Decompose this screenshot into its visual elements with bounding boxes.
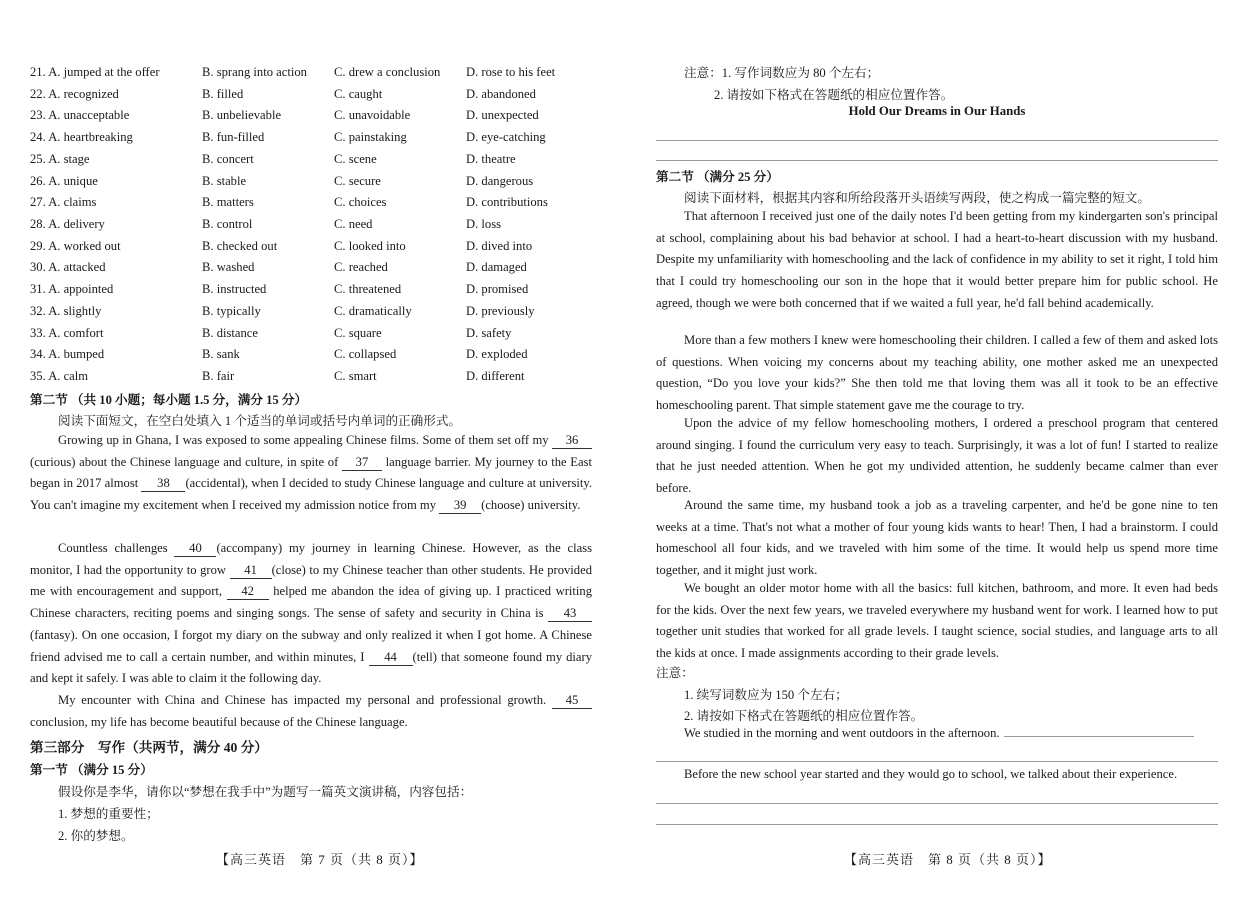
- option-d[interactable]: D. contributions: [466, 195, 548, 210]
- blank-38[interactable]: 38: [141, 475, 185, 492]
- option-c[interactable]: C. need: [334, 217, 373, 232]
- page-footer-7: 【高三英语 第 7 页（共 8 页）】: [216, 852, 424, 867]
- page-footer-8: 【高三英语 第 8 页（共 8 页）】: [844, 852, 1052, 867]
- continuation-note-1: 1. 续写词数应为 150 个左右；: [684, 688, 848, 702]
- option-row: [30, 344, 590, 366]
- option-d[interactable]: D. promised: [466, 282, 529, 297]
- blank-44[interactable]: 44: [369, 649, 413, 666]
- option-row: [30, 236, 590, 258]
- option-d[interactable]: D. loss: [466, 217, 501, 232]
- option-row: [30, 301, 590, 323]
- story-paragraph-5: We bought an older motor home with all the basics: full kitchen, bathroom, and more. It even had beds for the kids. Over the next few years, we traveled everywhere my husband went for work. I learned how to put together unit studies that worked for all grade levels. I taught science, social studies, and language arts to all the kids at once. I made assignments according to their grade levels.: [656, 581, 1218, 661]
- cloze-paragraph-1: Growing up in Ghana, I was exposed to some appealing Chinese films. Some of them set off my 36(curious) about the Chinese language and culture, in spite of 37 language barrier. My journey to the East began in 2017 almost 38 (accidental), when I decided to study Chinese language and culture at university. You can't imagine my excitement when I received my admission notice from my 39 (choose) university.: [30, 433, 593, 513]
- option-b[interactable]: B. concert: [202, 151, 254, 166]
- option-c[interactable]: C. square: [334, 325, 382, 340]
- option-b[interactable]: B. fair: [202, 369, 235, 384]
- option-d[interactable]: D. previously: [466, 303, 535, 318]
- answer-line: [656, 803, 1218, 804]
- essay-title: Hold Our Dreams in Our Hands: [848, 104, 1026, 118]
- option-a[interactable]: 23. A. unacceptable: [30, 108, 130, 123]
- option-c[interactable]: C. drew a conclusion: [334, 65, 441, 79]
- blank-36[interactable]: 36: [552, 432, 592, 449]
- paragraph-start-1: We studied in the morning and went outdoors in the afternoon.: [684, 726, 1194, 741]
- option-row: [30, 105, 590, 127]
- option-row: [30, 257, 590, 279]
- option-a[interactable]: 22. A. recognized: [30, 86, 119, 101]
- option-c[interactable]: C. scene: [334, 151, 377, 166]
- story-paragraph-3: Upon the advice of my fellow homeschooling mothers, I ordered a preschool program that centered around singing. I found the curriculum very easy to teach. Surprisingly, it was a lot of fun! I started to realize that he just needed attention. When he got my undivided attention, he suddenly became calmer than ever before.: [656, 416, 1218, 496]
- writing-note-2: 2. 请按如下格式在答题纸的相应位置作答。: [714, 88, 954, 102]
- option-b[interactable]: B. sank: [202, 347, 240, 362]
- option-b[interactable]: B. instructed: [202, 282, 267, 297]
- option-c[interactable]: C. choices: [334, 195, 387, 210]
- blank-37[interactable]: 37: [342, 454, 382, 471]
- option-a[interactable]: 29. A. worked out: [30, 238, 121, 253]
- part3-section1-heading: 第一节 （满分 15 分）: [30, 763, 153, 777]
- answer-line: [656, 824, 1218, 825]
- option-row: [30, 214, 590, 236]
- option-b[interactable]: B. control: [202, 217, 253, 232]
- option-c[interactable]: C. unavoidable: [334, 108, 411, 123]
- option-d[interactable]: D. damaged: [466, 260, 527, 275]
- option-b[interactable]: B. distance: [202, 325, 258, 340]
- option-c[interactable]: C. dramatically: [334, 303, 412, 318]
- option-c[interactable]: C. painstaking: [334, 130, 407, 145]
- option-b[interactable]: B. matters: [202, 195, 254, 210]
- section2-instruction: 阅读下面短文，在空白处填入 1 个适当的单词或括号内单词的正确形式。: [58, 414, 461, 428]
- option-d[interactable]: D. dangerous: [466, 173, 534, 188]
- answer-line: [656, 761, 1218, 762]
- content-item-1: 1. 梦想的重要性；: [58, 807, 159, 821]
- right-page: [656, 0, 1218, 900]
- option-c[interactable]: C. threatened: [334, 282, 402, 297]
- continuation-note-2: 2. 请按如下格式在答题纸的相应位置作答。: [684, 709, 924, 723]
- option-a[interactable]: 25. A. stage: [30, 151, 90, 166]
- answer-line: [656, 160, 1218, 161]
- option-a[interactable]: 28. A. delivery: [30, 217, 105, 232]
- right-section2-instruction: 阅读下面材料，根据其内容和所给段落开头语续写两段，使之构成一篇完整的短文。: [684, 191, 1150, 205]
- option-b[interactable]: B. checked out: [202, 238, 278, 253]
- option-a[interactable]: 31. A. appointed: [30, 282, 114, 297]
- option-row: [30, 366, 590, 388]
- option-row: [30, 279, 590, 301]
- option-c[interactable]: C. secure: [334, 173, 381, 188]
- blank-41[interactable]: 41: [230, 562, 272, 579]
- option-c[interactable]: C. looked into: [334, 238, 406, 253]
- option-b[interactable]: B. unbelievable: [202, 108, 282, 123]
- blank-40[interactable]: 40: [174, 540, 216, 557]
- option-row: [30, 84, 590, 106]
- option-d[interactable]: D. theatre: [466, 151, 516, 166]
- right-section2-heading: 第二节 （满分 25 分）: [656, 170, 779, 184]
- option-d[interactable]: D. abandoned: [466, 86, 536, 101]
- option-row: [30, 62, 590, 84]
- answer-line: [656, 140, 1218, 141]
- option-c[interactable]: C. caught: [334, 86, 383, 101]
- part3-instruction: 假设你是李华，请你以“梦想在我手中”为题写一篇英文演讲稿，内容包括：: [58, 785, 473, 799]
- story-paragraph-2: More than a few mothers I knew were homeschooling their children. I called a few of them and asked lots of questions. When voicing my concerns about my teaching ability, one mother asked me an unexpected question, “Do you love your kids?” She then told me that loving them was all it took to be an effective homeschooling parent. That simple statement gave me the courage to try.: [656, 333, 1218, 413]
- option-row: [30, 149, 590, 171]
- option-b[interactable]: B. filled: [202, 86, 244, 101]
- part3-heading: 第三部分 写作（共两节，满分 40 分）: [30, 740, 268, 755]
- option-b[interactable]: B. sprang into action: [202, 65, 307, 79]
- option-a[interactable]: 27. A. claims: [30, 195, 97, 210]
- option-d[interactable]: D. safety: [466, 325, 512, 340]
- option-c[interactable]: C. collapsed: [334, 347, 397, 362]
- option-a[interactable]: 32. A. slightly: [30, 303, 102, 318]
- blank-43[interactable]: 43: [548, 605, 592, 622]
- answer-line: [1004, 736, 1194, 737]
- option-a[interactable]: 21. A. jumped at the offer: [30, 65, 160, 79]
- section2-heading: 第二节 （共 10 小题；每小题 1.5 分，满分 15 分）: [30, 393, 308, 407]
- option-a[interactable]: 24. A. heartbreaking: [30, 130, 133, 145]
- option-d[interactable]: D. rose to his feet: [466, 65, 556, 79]
- option-b[interactable]: B. typically: [202, 303, 261, 318]
- option-a[interactable]: 35. A. calm: [30, 369, 89, 384]
- option-a[interactable]: 30. A. attacked: [30, 260, 106, 275]
- option-d[interactable]: D. dived into: [466, 238, 533, 253]
- paragraph-start-2: Before the new school year started and they would go to school, we talked about their experience.: [684, 767, 1178, 781]
- option-d[interactable]: D. unexpected: [466, 108, 539, 123]
- option-row: [30, 171, 590, 193]
- option-d[interactable]: D. eye-catching: [466, 130, 546, 145]
- option-a[interactable]: 34. A. bumped: [30, 347, 105, 362]
- option-row: [30, 192, 590, 214]
- writing-note-1: 注意：1. 写作词数应为 80 个左右；: [684, 66, 880, 80]
- blank-45[interactable]: 45: [552, 692, 592, 709]
- continuation-note-label: 注意：: [656, 666, 694, 680]
- cloze-paragraph-2: Countless challenges 40 (accompany) my journey in learning Chinese. However, as the class monitor, I had the opportunity to grow 41 (close) to my Chinese teacher than other students. He provided me with encouragement and support, 42 helped me abandon the idea of giving up. I practiced writing Chinese characters, reciting poems and singing songs. The sense of safety and security in China is 43(fantasy). On one occasion, I forgot my diary on the subway and only realized it when I got home. A Chinese friend advised me to call a certain number, and within minutes, I 44 (tell) that someone found my diary and kept it safely. I was able to claim it the following day.: [30, 541, 593, 686]
- blank-42[interactable]: 42: [227, 583, 269, 600]
- blank-39[interactable]: 39: [439, 497, 481, 514]
- option-a[interactable]: 33. A. comfort: [30, 325, 104, 340]
- content-item-2: 2. 你的梦想。: [58, 829, 134, 843]
- option-a[interactable]: 26. A. unique: [30, 173, 98, 188]
- option-row: [30, 323, 590, 345]
- option-c[interactable]: C. reached: [334, 260, 388, 275]
- option-d[interactable]: D. different: [466, 369, 525, 384]
- option-d[interactable]: D. exploded: [466, 347, 528, 362]
- left-page: [30, 0, 592, 900]
- cloze-paragraph-3: My encounter with China and Chinese has impacted my personal and professional growth. 45 conclusion, my life has become beautiful because of the Chinese language.: [30, 690, 592, 733]
- option-b[interactable]: B. fun-filled: [202, 130, 265, 145]
- option-b[interactable]: B. washed: [202, 260, 255, 275]
- story-paragraph-4: Around the same time, my husband took a job as a traveling carpenter, and he'd be gone nine to ten weeks at a time. That's not what a mother of four young kids wants to hear! Then, I had a brainstorm. I could homeschool all four kids, and we traveled with him some of the time. It would help us spend more time together, and it might just work.: [656, 498, 1218, 578]
- option-b[interactable]: B. stable: [202, 173, 247, 188]
- option-row: [30, 127, 590, 149]
- option-c[interactable]: C. smart: [334, 369, 377, 384]
- story-paragraph-1: That afternoon I received just one of the daily notes I'd been getting from my kindergarten son's principal at school, complaining about his bad behavior at school. I had a heart-to-heart discussion with my husband. Despite my unfamiliarity with homeschooling and the lack of confidence in my ability to set it right, I told him that I could try homeschooling our son in the hope that it would better prepare him for public school. He agreed, though we were both concerned that if we waited a full year, he'd fall behind academically.: [656, 209, 1218, 310]
